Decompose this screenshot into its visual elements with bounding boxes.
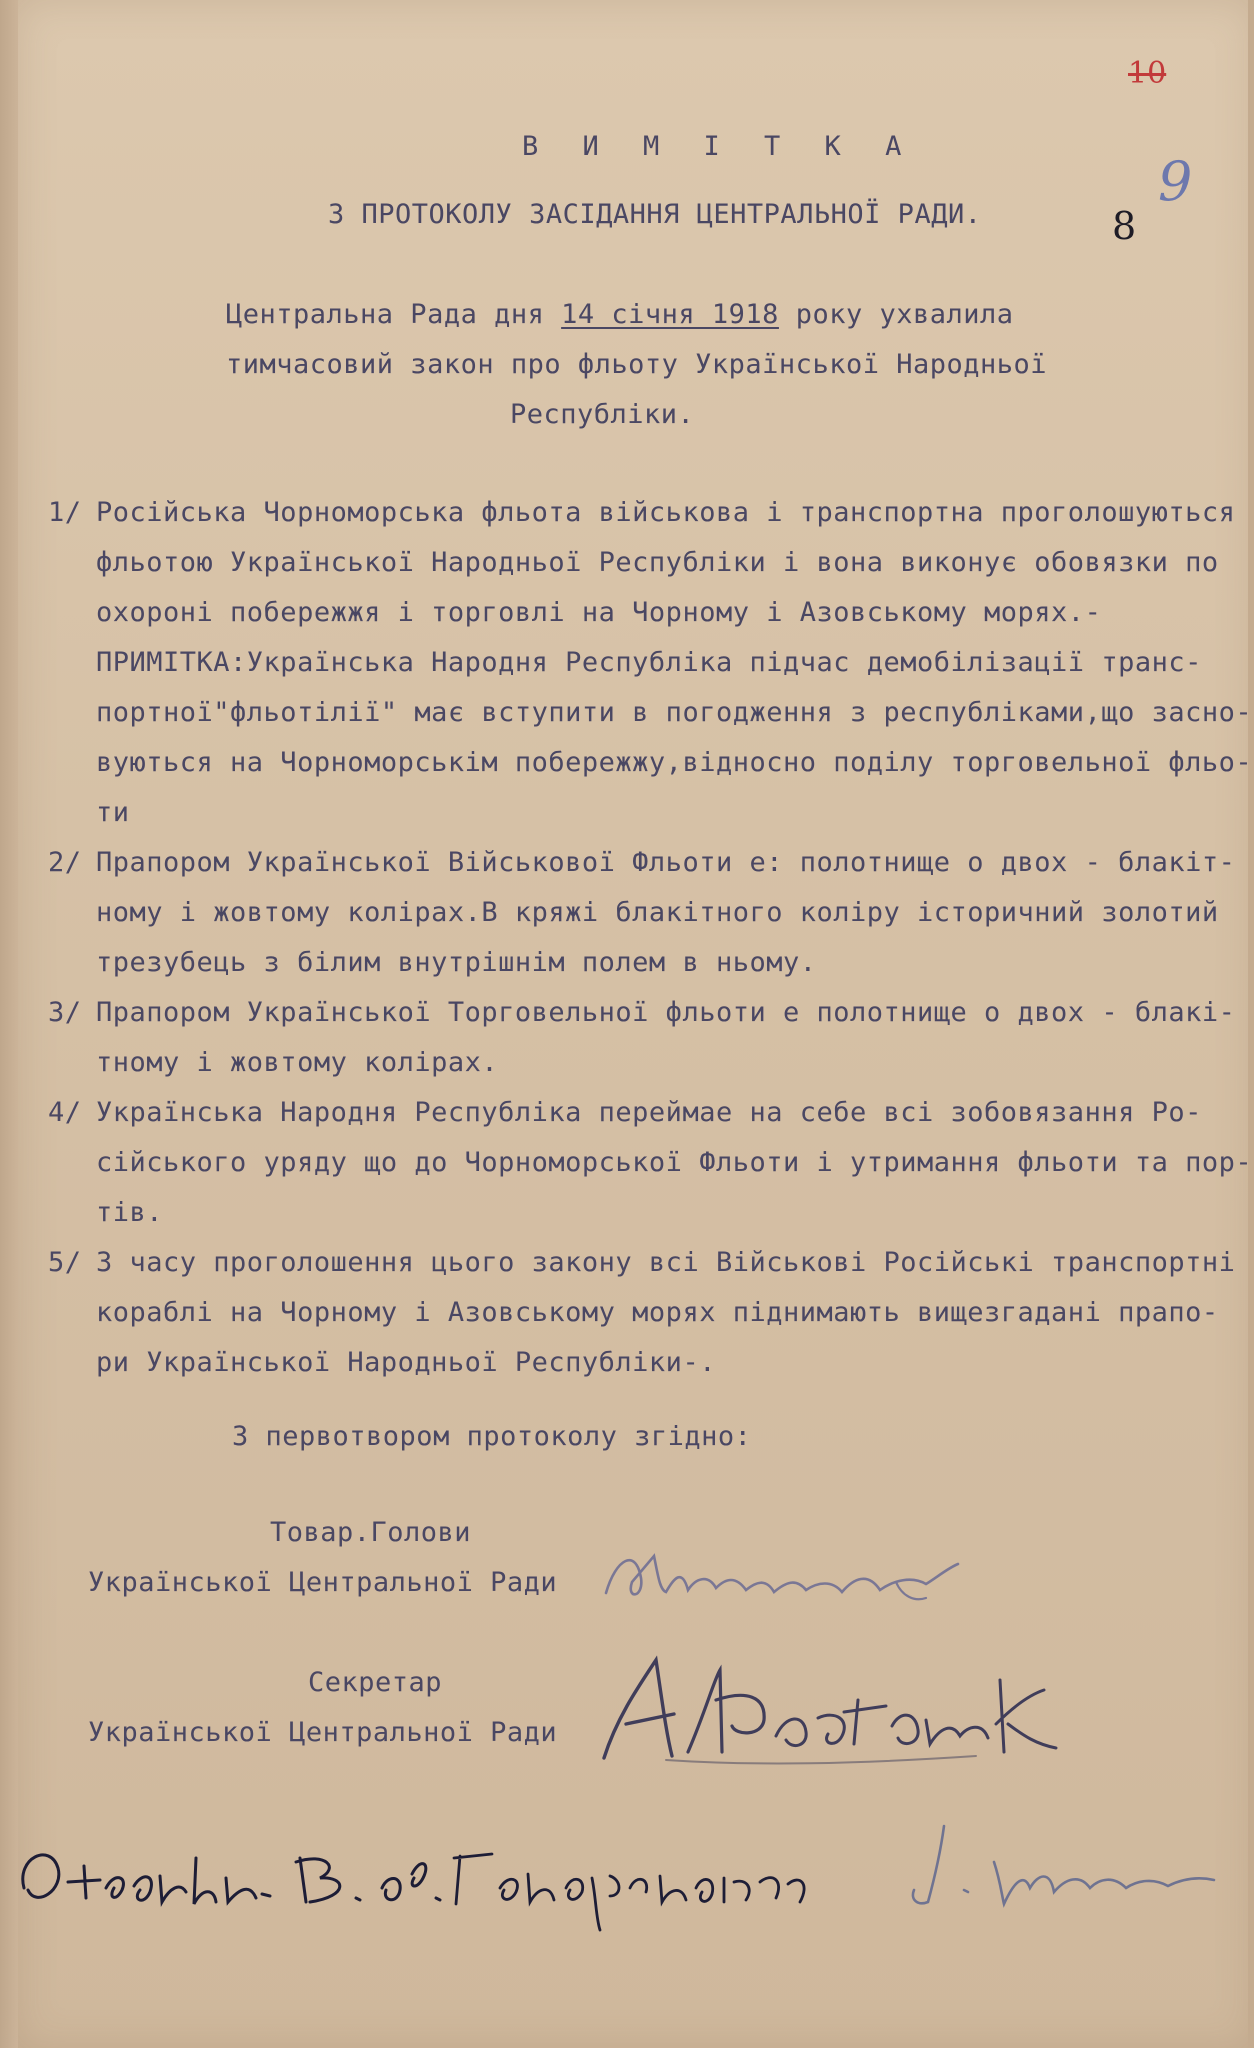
handwritten-page-number: 9 [1158,150,1193,213]
intro-line-3: Республіки. [510,399,695,430]
point-2-line-2: ному і жовтому колірах.В кряжі блакітного коліру історичний золотий [96,897,1219,928]
point-number-4: 4/ [48,1097,82,1128]
document-title: В И М І Т К А [522,131,916,162]
intro-line-2: тимчасовий закон про фльоту Української Народньої [226,349,1048,380]
red-page-number: 10 [1128,56,1167,91]
point-5-line-1: З часу проголошення цього закону всі Військові Російські транспортні [96,1247,1236,1278]
point-number-3: 3/ [48,997,82,1028]
handwritten-approval-note [10,1818,890,1938]
deputy-title-line-2: Української Центральної Ради [88,1567,558,1598]
secretary-title-line-2: Української Центральної Ради [88,1717,558,1748]
document-subtitle: З ПРОТОКОЛУ ЗАСІДАННЯ ЦЕНТРАЛЬНОЇ РАДИ. [328,199,982,230]
deputy-title-line-1: Товар.Голови [270,1517,472,1548]
point-1-line-2: фльотою Української Народньої Республіки і вона виконує обовязки по [96,547,1219,578]
point-3-line-2: тному і жовтому колірах. [96,1047,499,1078]
point-number-2: 2/ [48,847,82,878]
deputy-signature [596,1538,966,1618]
point-1-note-line-1: ПРИМІТКА:Українська Народня Республіка підчас демобілізації транс- [96,647,1202,678]
point-2-line-1: Прапором Української Військової Фльоти е: полотнище о двох - блакіт- [96,847,1236,878]
point-1-line-3: охороні побережжя і торговлі на Чорному і Азовському морях.- [96,597,1102,628]
page-right-edge [1248,0,1254,2048]
intro-suffix: року ухвалила [778,299,1014,330]
secretary-signature [596,1640,1116,1780]
point-4-line-2: сійського уряду що до Чорноморської Фльоти і утримання фльоти та пор- [96,1147,1253,1178]
stamped-page-number: 8 [1112,204,1137,248]
point-1-note-line-2: портної"фльотілії" має вступити в погодження з республіками,що засно- [96,697,1253,728]
page-left-edge [0,0,20,2048]
point-4-line-3: тів. [96,1197,164,1228]
point-1-note-line-3: вуються на Чорноморськім побережжу,відносно поділу торговельної фльо- [96,747,1253,778]
approver-signature [904,1816,1234,1916]
secretary-title-line-1: Секретар [308,1667,443,1698]
intro-line-1 [226,298,1014,332]
point-4-line-1: Українська Народня Республіка переймае на себе всі зобовязання Ро- [96,1097,1202,1128]
point-number-5: 5/ [48,1247,82,1278]
intro-prefix: Центральна Рада дня [226,299,562,330]
point-number-1: 1/ [48,497,82,528]
point-1-line-1: Російська Чорноморська фльота військова і транспортна проголошуються [96,497,1236,528]
certification-line: З первотвором протоколу згідно: [232,1421,752,1452]
point-5-line-2: кораблі на Чорному і Азовському морях піднимають вищезгадані прапо- [96,1297,1219,1328]
point-5-line-3: ри Української Народньої Республіки-. [96,1347,716,1378]
point-2-line-3: трезубець з білим внутрішнім полем в ньому. [96,947,817,978]
point-1-note-line-4: ти [96,797,130,828]
intro-date: 14 січня 1918 [561,299,779,330]
point-3-line-1: Прапором Української Торговельної фльоти е полотнище о двох - блакі- [96,997,1236,1028]
